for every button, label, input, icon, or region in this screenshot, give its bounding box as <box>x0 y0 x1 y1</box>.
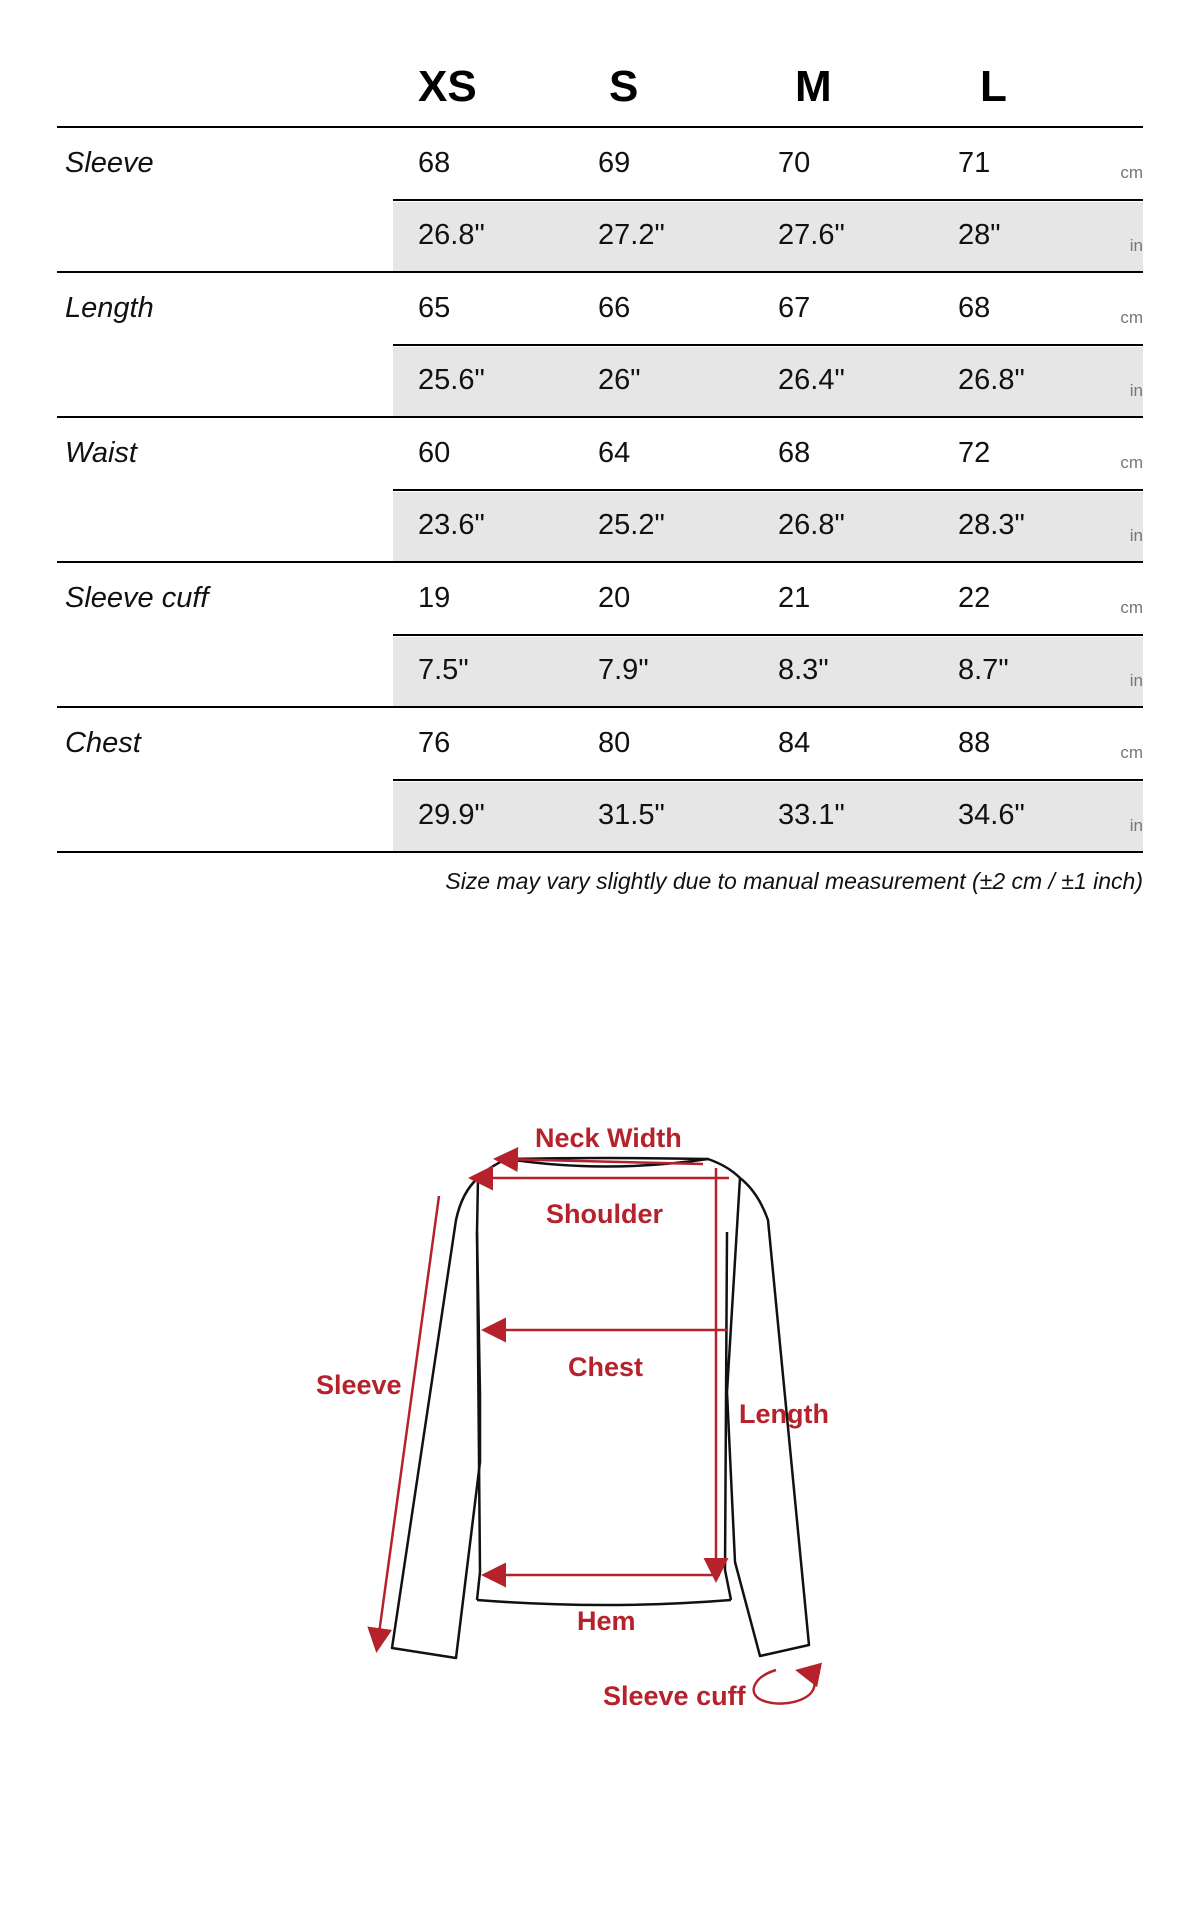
cell-value: 64 <box>598 437 631 469</box>
size-header-xs: XS <box>418 62 477 111</box>
table-bottom-rule <box>57 851 1143 853</box>
cell-value: 21 <box>778 582 811 614</box>
cell-value: 70 <box>778 147 811 179</box>
label-chest: Chest <box>568 1352 644 1382</box>
unit-in: in <box>1129 381 1143 400</box>
cell-value: 33.1" <box>778 799 845 831</box>
cell-value: 25.2" <box>598 509 665 541</box>
cell-value: 26.8" <box>958 364 1025 396</box>
row-label-sleeve-cuff: Sleeve cuff <box>65 582 209 614</box>
cell-value: 27.2" <box>598 219 665 251</box>
cell-value: 7.5" <box>418 654 469 686</box>
garment-diagram <box>0 1100 1200 1800</box>
cell-value: 26.8" <box>418 219 485 251</box>
row-shade <box>393 782 1143 851</box>
unit-cm: cm <box>1120 163 1143 182</box>
cell-value: 69 <box>598 147 631 179</box>
cell-value: 28.3" <box>958 509 1025 541</box>
sleeve-arrow <box>377 1196 439 1648</box>
cell-value: 76 <box>418 727 451 759</box>
group-divider <box>57 416 1143 418</box>
row-divider <box>393 344 1143 346</box>
cell-value: 26" <box>598 364 641 396</box>
cell-value: 27.6" <box>778 219 845 251</box>
cell-value: 65 <box>418 292 451 324</box>
unit-cm: cm <box>1120 743 1143 762</box>
row-shade <box>393 347 1143 416</box>
cell-value: 26.4" <box>778 364 845 396</box>
size-header-s: S <box>609 62 639 111</box>
cell-value: 20 <box>598 582 631 614</box>
cell-value: 72 <box>958 437 991 469</box>
unit-cm: cm <box>1120 598 1143 617</box>
label-sleeve: Sleeve <box>316 1370 402 1400</box>
cell-value: 66 <box>598 292 631 324</box>
row-label-chest: Chest <box>65 727 141 759</box>
cell-value: 60 <box>418 437 451 469</box>
label-shoulder: Shoulder <box>546 1199 664 1229</box>
row-label-sleeve: Sleeve <box>65 147 154 179</box>
group-divider <box>57 706 1143 708</box>
cell-value: 7.9" <box>598 654 649 686</box>
unit-in: in <box>1129 526 1143 545</box>
unit-cm: cm <box>1120 453 1143 472</box>
sleeve-cuff-arrow <box>754 1670 815 1704</box>
row-label-length: Length <box>65 292 154 324</box>
unit-in: in <box>1129 816 1143 835</box>
label-hem: Hem <box>577 1606 636 1636</box>
cell-value: 68 <box>418 147 451 179</box>
row-divider <box>393 779 1143 781</box>
cell-value: 8.3" <box>778 654 829 686</box>
unit-cm: cm <box>1120 308 1143 327</box>
cell-value: 71 <box>958 147 991 179</box>
table-top-rule <box>57 126 1143 128</box>
measurement-note: Size may vary slightly due to manual measurement (±2 cm / ±1 inch) <box>445 868 1143 894</box>
label-neck-width: Neck Width <box>535 1123 682 1153</box>
row-shade <box>393 637 1143 706</box>
group-divider <box>57 561 1143 563</box>
cell-value: 68 <box>778 437 811 469</box>
row-shade <box>393 492 1143 561</box>
cell-value: 31.5" <box>598 799 665 831</box>
row-divider <box>393 199 1143 201</box>
cell-value: 23.6" <box>418 509 485 541</box>
row-shade <box>393 202 1143 271</box>
cell-value: 19 <box>418 582 451 614</box>
cell-value: 25.6" <box>418 364 485 396</box>
row-label-waist: Waist <box>65 437 137 469</box>
unit-in: in <box>1129 236 1143 255</box>
label-sleeve-cuff: Sleeve cuff <box>603 1681 746 1711</box>
cell-value: 67 <box>778 292 811 324</box>
cell-value: 8.7" <box>958 654 1009 686</box>
cell-value: 22 <box>958 582 991 614</box>
cell-value: 26.8" <box>778 509 845 541</box>
cell-value: 84 <box>778 727 811 759</box>
size-header-m: M <box>795 62 832 111</box>
group-divider <box>57 271 1143 273</box>
cell-value: 29.9" <box>418 799 485 831</box>
cell-value: 28" <box>958 219 1001 251</box>
cell-value: 88 <box>958 727 991 759</box>
cell-value: 68 <box>958 292 991 324</box>
row-divider <box>393 634 1143 636</box>
size-header-l: L <box>980 62 1007 111</box>
unit-in: in <box>1129 671 1143 690</box>
row-divider <box>393 489 1143 491</box>
label-length: Length <box>739 1399 829 1429</box>
cell-value: 34.6" <box>958 799 1025 831</box>
cell-value: 80 <box>598 727 631 759</box>
